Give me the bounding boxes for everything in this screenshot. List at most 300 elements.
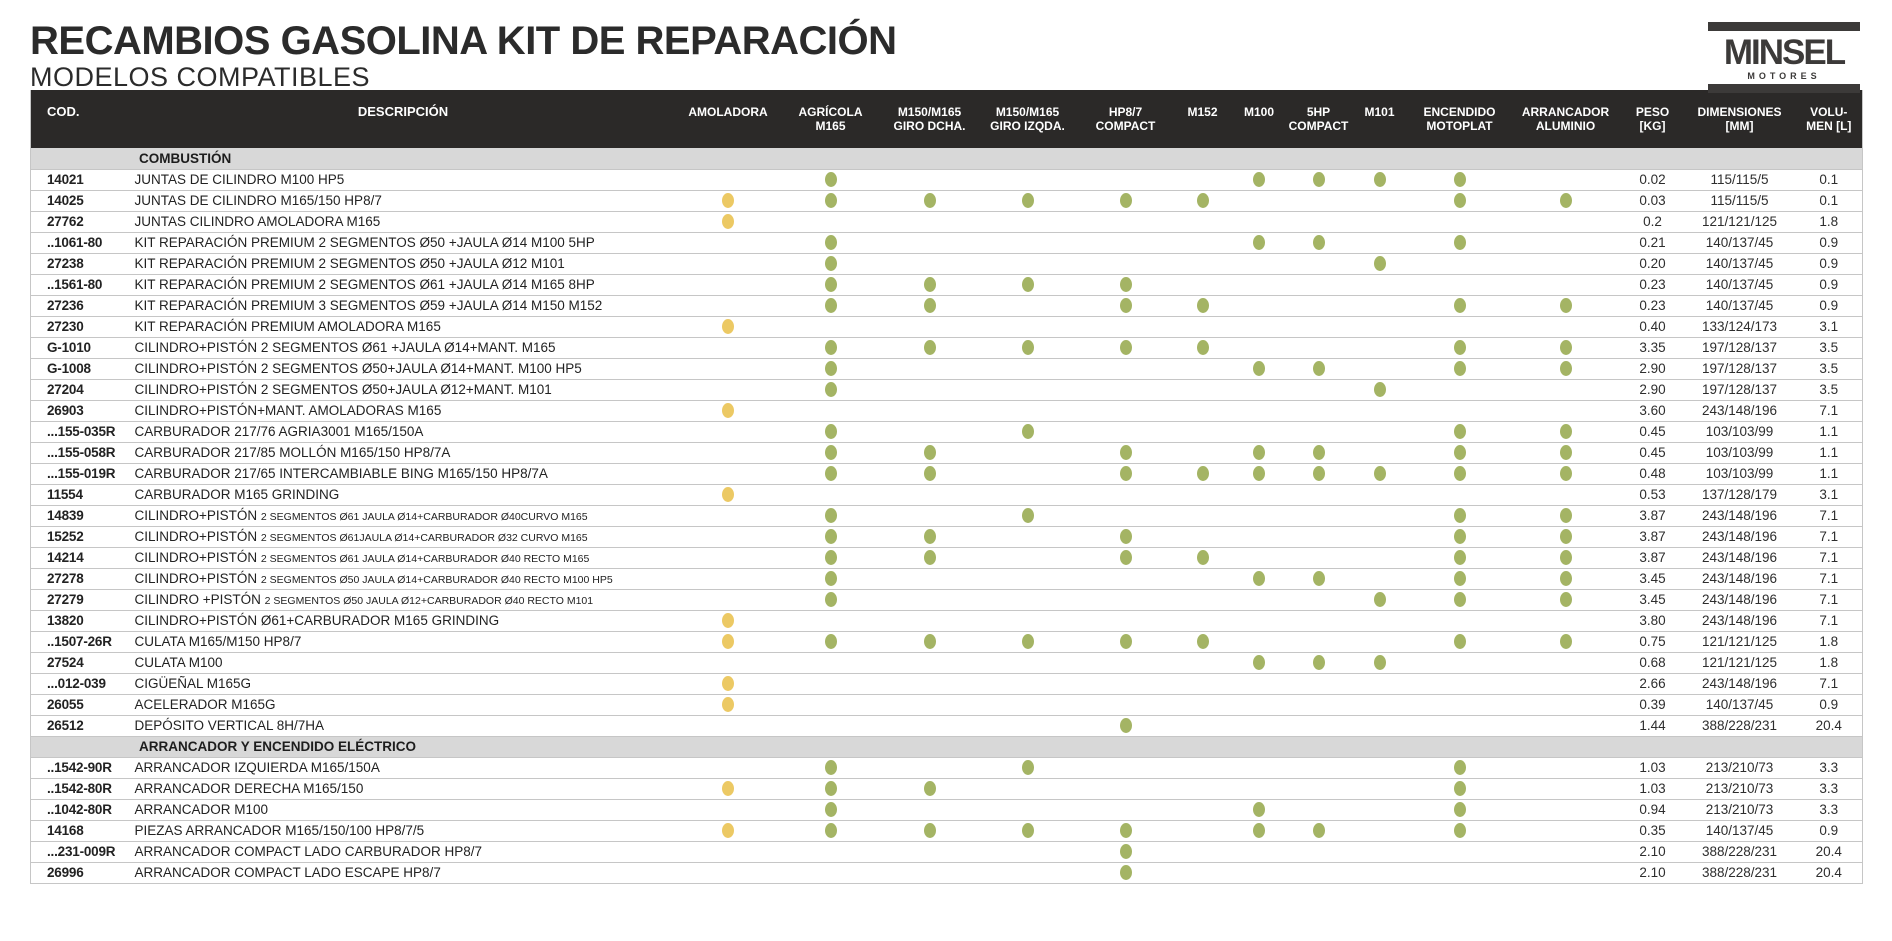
row-description xyxy=(131,400,676,421)
compat-cell-5hp xyxy=(1288,316,1350,337)
row-peso: 0.48 xyxy=(1622,463,1684,484)
compat-cell-5hp xyxy=(1288,358,1350,379)
compat-dot xyxy=(825,802,837,817)
col-header-line2: GIRO IZQDA. xyxy=(990,119,1065,133)
table-row xyxy=(31,799,1863,820)
row-description-text: PIEZAS ARRANCADOR M165/150/100 HP8/7/5 xyxy=(134,823,425,838)
table-row xyxy=(31,358,1863,379)
compat-cell-amoladora xyxy=(676,442,781,463)
compat-cell-agricola xyxy=(781,421,881,442)
compat-dot xyxy=(1374,655,1386,670)
compat-cell-5hp xyxy=(1288,253,1350,274)
compat-dot xyxy=(924,529,936,544)
compat-cell-amoladora xyxy=(676,484,781,505)
compat-cell-m152 xyxy=(1175,337,1231,358)
compat-dot xyxy=(1022,823,1034,838)
compat-cell-encendido xyxy=(1410,715,1510,736)
col-header-line1: M100 xyxy=(1243,105,1275,119)
compat-cell-m101 xyxy=(1350,757,1410,778)
row-peso: 1.44 xyxy=(1622,715,1684,736)
compat-cell-amoladora xyxy=(676,253,781,274)
compat-dot xyxy=(1313,655,1325,670)
compat-cell-amoladora xyxy=(676,274,781,295)
row-volumen: 3.5 xyxy=(1796,379,1863,400)
compat-cell-agricola xyxy=(781,715,881,736)
compat-cell-m101 xyxy=(1350,715,1410,736)
row-peso: 0.21 xyxy=(1622,232,1684,253)
row-peso: 0.39 xyxy=(1622,694,1684,715)
compat-cell-hp87 xyxy=(1077,400,1175,421)
row-code: 27236 xyxy=(31,295,131,316)
row-peso: 0.45 xyxy=(1622,421,1684,442)
compat-cell-agricola xyxy=(781,757,881,778)
compat-cell-izqda xyxy=(979,169,1077,190)
compat-cell-5hp xyxy=(1288,484,1350,505)
row-code: ..1542-90R xyxy=(31,757,131,778)
row-code: 27278 xyxy=(31,568,131,589)
row-description-text: JUNTAS DE CILINDRO M100 HP5 xyxy=(134,172,345,187)
row-description xyxy=(131,631,676,652)
compat-dot xyxy=(1560,340,1572,355)
compat-cell-5hp xyxy=(1288,547,1350,568)
compat-cell-m101 xyxy=(1350,400,1410,421)
row-code: ..1561-80 xyxy=(31,274,131,295)
compat-cell-m100 xyxy=(1231,505,1288,526)
row-dimensiones: 133/124/173 xyxy=(1684,316,1796,337)
row-code: 14214 xyxy=(31,547,131,568)
compat-cell-agricola xyxy=(781,631,881,652)
table-row xyxy=(31,169,1863,190)
col-header-hp87 xyxy=(1077,90,1175,148)
compat-cell-hp87 xyxy=(1077,505,1175,526)
row-dimensiones: 140/137/45 xyxy=(1684,295,1796,316)
row-peso: 3.45 xyxy=(1622,568,1684,589)
compat-cell-arrancador xyxy=(1510,442,1622,463)
row-volumen: 0.1 xyxy=(1796,190,1863,211)
compat-dot xyxy=(1120,634,1132,649)
compat-cell-m152 xyxy=(1175,715,1231,736)
compat-cell-amoladora xyxy=(676,505,781,526)
table-row xyxy=(31,232,1863,253)
compat-dot xyxy=(722,697,734,712)
compat-dot xyxy=(924,193,936,208)
compat-cell-arrancador xyxy=(1510,715,1622,736)
compat-dot xyxy=(722,634,734,649)
compat-cell-agricola xyxy=(781,589,881,610)
table-row xyxy=(31,316,1863,337)
row-description xyxy=(131,169,676,190)
page-header xyxy=(0,0,1892,92)
compat-dot xyxy=(1454,235,1466,250)
compat-dot xyxy=(825,634,837,649)
compat-cell-arrancador xyxy=(1510,505,1622,526)
compat-dot xyxy=(1197,298,1209,313)
compat-dot xyxy=(1197,466,1209,481)
compat-cell-m100 xyxy=(1231,568,1288,589)
compat-cell-5hp xyxy=(1288,526,1350,547)
row-description xyxy=(131,799,676,820)
compat-cell-hp87 xyxy=(1077,757,1175,778)
row-volumen: 3.1 xyxy=(1796,316,1863,337)
compat-cell-izqda xyxy=(979,631,1077,652)
compat-dot xyxy=(825,550,837,565)
compat-cell-5hp xyxy=(1288,799,1350,820)
compat-cell-arrancador xyxy=(1510,862,1622,883)
compat-cell-m100 xyxy=(1231,589,1288,610)
col-header-desc xyxy=(131,90,676,148)
row-peso: 3.87 xyxy=(1622,505,1684,526)
compat-cell-agricola xyxy=(781,526,881,547)
compat-cell-arrancador xyxy=(1510,652,1622,673)
row-volumen: 3.1 xyxy=(1796,484,1863,505)
compat-dot xyxy=(1454,760,1466,775)
row-volumen: 7.1 xyxy=(1796,610,1863,631)
compat-cell-arrancador xyxy=(1510,757,1622,778)
compat-cell-amoladora xyxy=(676,316,781,337)
row-description xyxy=(131,316,676,337)
compat-cell-arrancador xyxy=(1510,547,1622,568)
compat-dot xyxy=(825,592,837,607)
compat-cell-encendido xyxy=(1410,400,1510,421)
compat-cell-m152 xyxy=(1175,169,1231,190)
row-dimensiones: 197/128/137 xyxy=(1684,379,1796,400)
row-dimensiones: 197/128/137 xyxy=(1684,358,1796,379)
compat-cell-agricola xyxy=(781,316,881,337)
compat-cell-amoladora xyxy=(676,295,781,316)
compat-cell-arrancador xyxy=(1510,631,1622,652)
compat-cell-amoladora xyxy=(676,379,781,400)
row-dimensiones: 213/210/73 xyxy=(1684,799,1796,820)
row-code: 13820 xyxy=(31,610,131,631)
compat-dot xyxy=(825,529,837,544)
row-code: 14168 xyxy=(31,820,131,841)
compat-cell-amoladora xyxy=(676,526,781,547)
compat-dot xyxy=(1560,466,1572,481)
compat-cell-m101 xyxy=(1350,652,1410,673)
compat-cell-hp87 xyxy=(1077,442,1175,463)
row-peso: 2.90 xyxy=(1622,358,1684,379)
compat-cell-m101 xyxy=(1350,631,1410,652)
compat-cell-amoladora xyxy=(676,421,781,442)
col-header-line2: COMPACT xyxy=(1095,119,1156,133)
compat-cell-hp87 xyxy=(1077,694,1175,715)
compat-cell-hp87 xyxy=(1077,610,1175,631)
compat-cell-m100 xyxy=(1231,400,1288,421)
row-dimensiones: 243/148/196 xyxy=(1684,547,1796,568)
row-description xyxy=(131,652,676,673)
section-title: ARRANCADOR Y ENCENDIDO ELÉCTRICO xyxy=(31,736,1863,757)
compat-cell-m101 xyxy=(1350,190,1410,211)
col-header-vol xyxy=(1796,90,1863,148)
row-description xyxy=(131,421,676,442)
compat-cell-amoladora xyxy=(676,400,781,421)
table-row xyxy=(31,190,1863,211)
row-peso: 2.10 xyxy=(1622,841,1684,862)
compat-cell-arrancador xyxy=(1510,820,1622,841)
compat-cell-5hp xyxy=(1288,715,1350,736)
compat-cell-m100 xyxy=(1231,631,1288,652)
row-peso: 0.2 xyxy=(1622,211,1684,232)
col-header-line1: PESO xyxy=(1635,105,1670,119)
compat-dot xyxy=(1120,193,1132,208)
compat-cell-m152 xyxy=(1175,778,1231,799)
compat-dot xyxy=(825,445,837,460)
compat-cell-hp87 xyxy=(1077,778,1175,799)
row-description-text: KIT REPARACIÓN PREMIUM AMOLADORA M165 xyxy=(134,319,441,334)
compat-cell-izqda xyxy=(979,505,1077,526)
compat-cell-m100 xyxy=(1231,295,1288,316)
row-description xyxy=(131,841,676,862)
compat-cell-encendido xyxy=(1410,547,1510,568)
row-description-text: KIT REPARACIÓN PREMIUM 2 SEGMENTOS Ø50 +JAULA Ø12 M101 xyxy=(134,256,565,271)
section-row xyxy=(31,148,1863,169)
row-volumen: 7.1 xyxy=(1796,589,1863,610)
row-dimensiones: 243/148/196 xyxy=(1684,526,1796,547)
compat-cell-dcha xyxy=(881,400,979,421)
compat-cell-agricola xyxy=(781,841,881,862)
compat-cell-5hp xyxy=(1288,631,1350,652)
compat-cell-dcha xyxy=(881,715,979,736)
compat-cell-m100 xyxy=(1231,757,1288,778)
compat-cell-agricola xyxy=(781,652,881,673)
table-row xyxy=(31,610,1863,631)
compat-dot xyxy=(1313,361,1325,376)
compat-cell-arrancador xyxy=(1510,316,1622,337)
row-description xyxy=(131,715,676,736)
compat-cell-5hp xyxy=(1288,463,1350,484)
row-description xyxy=(131,757,676,778)
compat-dot xyxy=(1560,592,1572,607)
col-header-encendido xyxy=(1410,90,1510,148)
compat-cell-encendido xyxy=(1410,211,1510,232)
table-row xyxy=(31,820,1863,841)
table-row xyxy=(31,484,1863,505)
compat-cell-encendido xyxy=(1410,673,1510,694)
table-row xyxy=(31,778,1863,799)
compat-cell-m152 xyxy=(1175,526,1231,547)
compat-cell-hp87 xyxy=(1077,358,1175,379)
compat-cell-amoladora xyxy=(676,799,781,820)
compat-cell-5hp xyxy=(1288,652,1350,673)
row-dimensiones: 243/148/196 xyxy=(1684,505,1796,526)
compat-cell-hp87 xyxy=(1077,631,1175,652)
compat-cell-dcha xyxy=(881,232,979,253)
table-row xyxy=(31,757,1863,778)
compat-cell-m100 xyxy=(1231,211,1288,232)
row-peso: 3.45 xyxy=(1622,589,1684,610)
compat-cell-izqda xyxy=(979,379,1077,400)
row-description xyxy=(131,694,676,715)
header-row xyxy=(31,90,1863,148)
compat-cell-arrancador xyxy=(1510,232,1622,253)
compat-cell-dcha xyxy=(881,484,979,505)
compat-cell-encendido xyxy=(1410,463,1510,484)
compat-dot xyxy=(1120,550,1132,565)
compat-dot xyxy=(1454,361,1466,376)
row-code: 26903 xyxy=(31,400,131,421)
row-description xyxy=(131,778,676,799)
row-code: ..1542-80R xyxy=(31,778,131,799)
col-header-izqda xyxy=(979,90,1077,148)
compat-cell-encendido xyxy=(1410,274,1510,295)
compat-cell-5hp xyxy=(1288,211,1350,232)
compat-cell-arrancador xyxy=(1510,379,1622,400)
compat-cell-arrancador xyxy=(1510,673,1622,694)
compat-cell-m152 xyxy=(1175,316,1231,337)
row-volumen: 7.1 xyxy=(1796,526,1863,547)
compat-cell-m152 xyxy=(1175,358,1231,379)
compat-cell-m152 xyxy=(1175,568,1231,589)
compat-cell-dcha xyxy=(881,379,979,400)
compat-cell-5hp xyxy=(1288,337,1350,358)
compat-cell-agricola xyxy=(781,778,881,799)
compat-cell-encendido xyxy=(1410,862,1510,883)
compat-cell-encendido xyxy=(1410,526,1510,547)
compat-cell-amoladora xyxy=(676,778,781,799)
compat-cell-m100 xyxy=(1231,799,1288,820)
compat-cell-dcha xyxy=(881,631,979,652)
compat-cell-izqda xyxy=(979,274,1077,295)
row-peso: 0.23 xyxy=(1622,295,1684,316)
col-header-line1: HP8/7 xyxy=(1108,105,1143,119)
compat-cell-m152 xyxy=(1175,841,1231,862)
compat-cell-encendido xyxy=(1410,232,1510,253)
row-code: 27279 xyxy=(31,589,131,610)
compat-cell-dcha xyxy=(881,694,979,715)
compat-dot xyxy=(1253,172,1265,187)
compat-cell-izqda xyxy=(979,421,1077,442)
row-dimensiones: 115/115/5 xyxy=(1684,169,1796,190)
row-code: G-1008 xyxy=(31,358,131,379)
compat-cell-arrancador xyxy=(1510,400,1622,421)
compat-dot xyxy=(1313,823,1325,838)
compat-cell-izqda xyxy=(979,463,1077,484)
compat-cell-agricola xyxy=(781,610,881,631)
compat-cell-dcha xyxy=(881,274,979,295)
compat-dot xyxy=(1022,760,1034,775)
compat-cell-agricola xyxy=(781,358,881,379)
compat-dot xyxy=(1120,340,1132,355)
compat-cell-agricola xyxy=(781,820,881,841)
compat-cell-arrancador xyxy=(1510,589,1622,610)
compat-cell-5hp xyxy=(1288,190,1350,211)
col-header-dim xyxy=(1684,90,1796,148)
compat-cell-arrancador xyxy=(1510,295,1622,316)
compat-dot xyxy=(1454,634,1466,649)
compat-cell-m100 xyxy=(1231,379,1288,400)
table-row xyxy=(31,211,1863,232)
compat-dot xyxy=(1022,193,1034,208)
compat-cell-m101 xyxy=(1350,568,1410,589)
col-header-line2: ALUMINIO xyxy=(1535,119,1596,133)
row-peso: 0.02 xyxy=(1622,169,1684,190)
compat-cell-amoladora xyxy=(676,211,781,232)
compat-cell-hp87 xyxy=(1077,232,1175,253)
row-peso: 0.45 xyxy=(1622,442,1684,463)
col-header-line1: AGRÍCOLA xyxy=(798,105,863,119)
compat-cell-m101 xyxy=(1350,358,1410,379)
compat-cell-encendido xyxy=(1410,253,1510,274)
row-description-text: CIGÜEÑAL M165G xyxy=(134,676,252,691)
row-description-text: DEPÓSITO VERTICAL 8H/7HA xyxy=(134,718,325,733)
row-peso: 2.66 xyxy=(1622,673,1684,694)
compat-cell-dcha xyxy=(881,526,979,547)
compat-cell-m100 xyxy=(1231,820,1288,841)
compat-dot xyxy=(1120,277,1132,292)
compat-cell-dcha xyxy=(881,316,979,337)
compat-cell-m100 xyxy=(1231,778,1288,799)
compat-dot xyxy=(1454,445,1466,460)
compat-cell-encendido xyxy=(1410,442,1510,463)
row-code: 15252 xyxy=(31,526,131,547)
compat-dot xyxy=(924,277,936,292)
compat-cell-izqda xyxy=(979,316,1077,337)
compat-cell-5hp xyxy=(1288,169,1350,190)
compat-cell-arrancador xyxy=(1510,274,1622,295)
compat-cell-amoladora xyxy=(676,568,781,589)
row-description-small-text: 2 SEGMENTOS Ø50 JAULA Ø12+CARBURADOR Ø40 RECTO M101 xyxy=(264,595,594,607)
compat-cell-hp87 xyxy=(1077,589,1175,610)
compat-cell-5hp xyxy=(1288,778,1350,799)
row-code: 27238 xyxy=(31,253,131,274)
compat-cell-m100 xyxy=(1231,547,1288,568)
row-description-text: CILINDRO+PISTÓN Ø61+CARBURADOR M165 GRINDING xyxy=(134,613,500,628)
compat-dot xyxy=(1374,382,1386,397)
compat-dot xyxy=(1120,718,1132,733)
row-description xyxy=(131,358,676,379)
table-row xyxy=(31,862,1863,883)
compat-cell-hp87 xyxy=(1077,295,1175,316)
compat-dot xyxy=(825,424,837,439)
compat-cell-agricola xyxy=(781,862,881,883)
row-peso: 3.35 xyxy=(1622,337,1684,358)
compat-cell-m152 xyxy=(1175,862,1231,883)
compat-cell-amoladora xyxy=(676,652,781,673)
compat-cell-agricola xyxy=(781,568,881,589)
compat-cell-encendido xyxy=(1410,610,1510,631)
table-row xyxy=(31,652,1863,673)
compat-dot xyxy=(1197,193,1209,208)
col-header-line1: COD. xyxy=(47,104,80,119)
col-header-5hp xyxy=(1288,90,1350,148)
compat-dot xyxy=(722,403,734,418)
compat-dot xyxy=(825,298,837,313)
compat-cell-m100 xyxy=(1231,694,1288,715)
row-peso: 0.03 xyxy=(1622,190,1684,211)
compat-cell-agricola xyxy=(781,547,881,568)
col-header-line2: GIRO DCHA. xyxy=(893,119,966,133)
compat-cell-5hp xyxy=(1288,673,1350,694)
compat-dot xyxy=(1197,340,1209,355)
compat-dot xyxy=(924,781,936,796)
compat-dot xyxy=(1022,634,1034,649)
col-header-line1: DESCRIPCIÓN xyxy=(357,104,449,119)
compat-dot xyxy=(1560,424,1572,439)
compat-cell-dcha xyxy=(881,211,979,232)
compat-cell-5hp xyxy=(1288,820,1350,841)
compat-cell-agricola xyxy=(781,799,881,820)
row-dimensiones: 213/210/73 xyxy=(1684,778,1796,799)
compat-cell-m101 xyxy=(1350,862,1410,883)
table-row xyxy=(31,673,1863,694)
col-header-m101 xyxy=(1350,90,1410,148)
compat-dot xyxy=(722,613,734,628)
compat-cell-encendido xyxy=(1410,337,1510,358)
compat-cell-5hp xyxy=(1288,862,1350,883)
row-dimensiones: 243/148/196 xyxy=(1684,610,1796,631)
row-description-text: CARBURADOR 217/76 AGRIA3001 M165/150A xyxy=(134,424,424,439)
compat-cell-agricola xyxy=(781,484,881,505)
